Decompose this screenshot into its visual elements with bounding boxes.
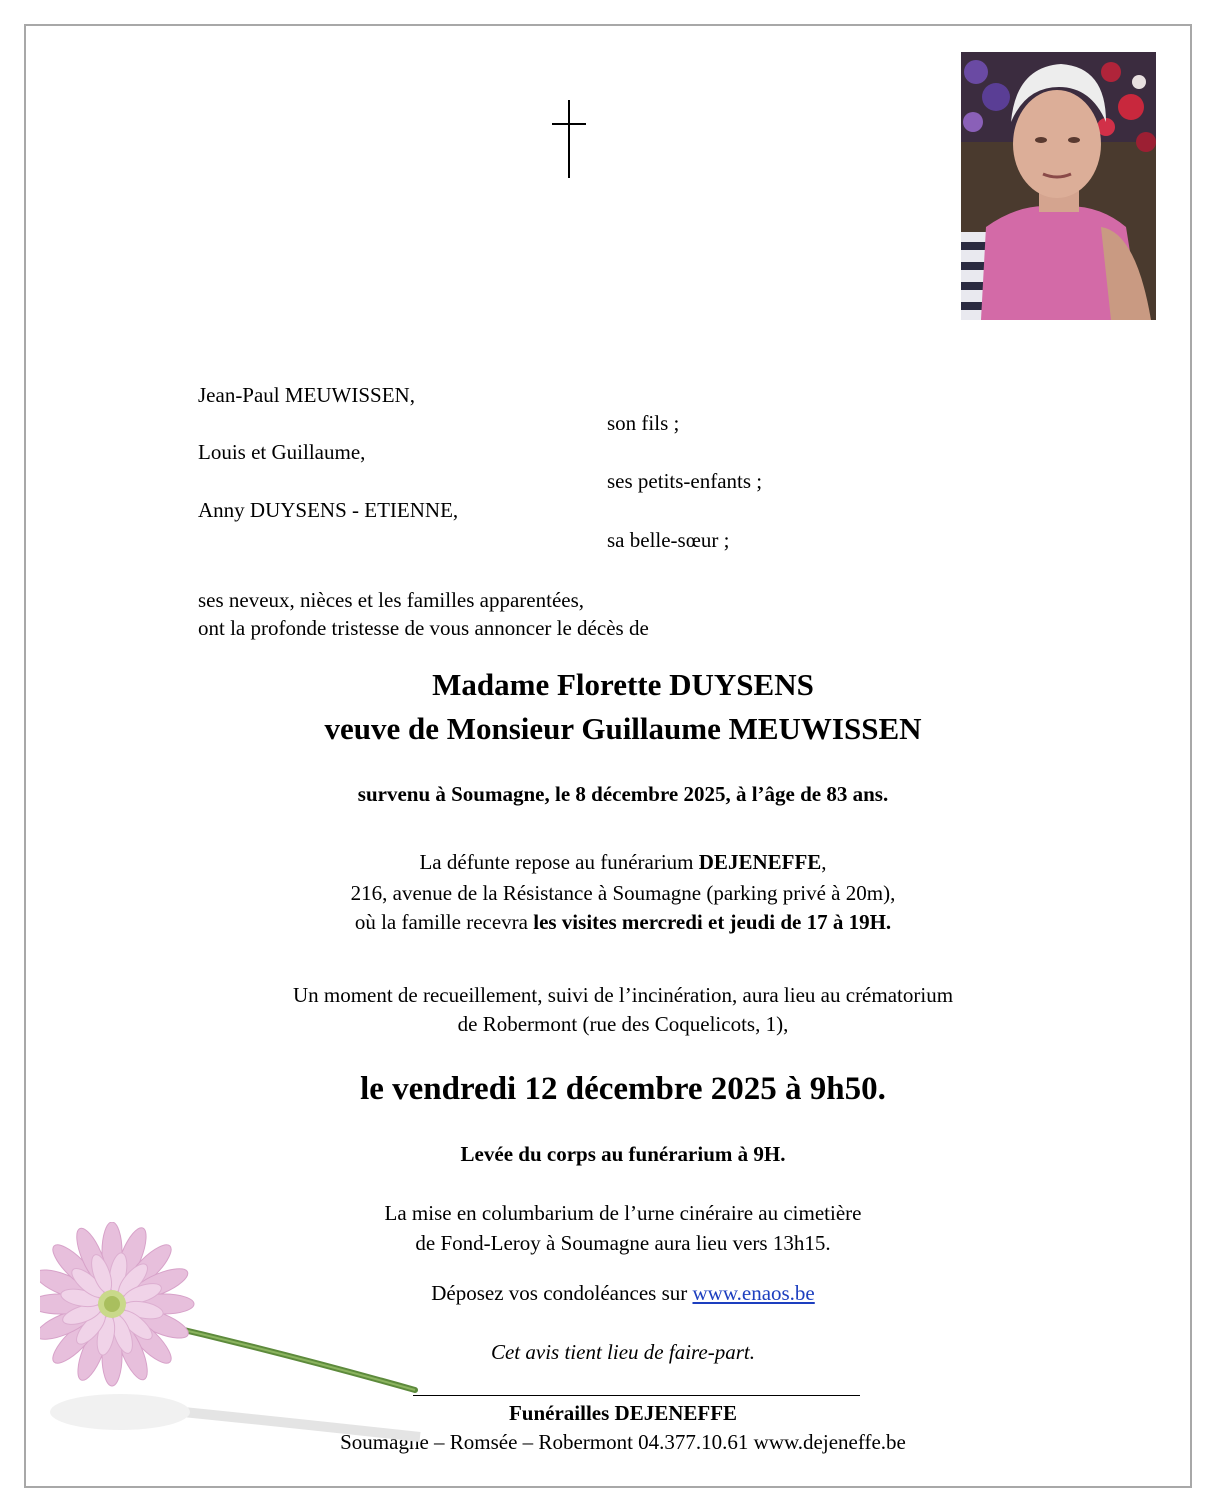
family-relation: ses petits-enfants ;: [607, 469, 763, 493]
cross-icon: [552, 100, 586, 178]
family-relation: sa belle-sœur ;: [607, 528, 730, 552]
footer-company: Funérailles DEJENEFFE: [508, 1401, 738, 1425]
note-line: Cet avis tient lieu de faire-part.: [490, 1340, 755, 1364]
intro-line-2: ont la profonde tristesse de vous annoncer le décès de: [198, 616, 649, 640]
intro-line-1: ses neveux, nièces et les familles apparentées,: [198, 588, 585, 612]
ceremony-line-2: de Robermont (rue des Coquelicots, 1),: [457, 1012, 789, 1036]
ceremony-date: le vendredi 12 décembre 2025 à 9h50.: [360, 1071, 886, 1107]
flower-image: [40, 1222, 430, 1452]
condolences-link[interactable]: www.enaos.be: [692, 1281, 815, 1305]
death-details: survenu à Soumagne, le 8 décembre 2025, à l’âge de 83 ans.: [357, 782, 889, 806]
condolences-line: Déposez vos condoléances sur www.enaos.be: [431, 1281, 815, 1305]
footer-divider: [413, 1395, 860, 1396]
funeral-home-name: DEJENEFFE: [698, 850, 822, 874]
deceased-spouse: veuve de Monsieur Guillaume MEUWISSEN: [324, 711, 922, 746]
family-member-name: Anny DUYSENS - ETIENNE,: [198, 498, 459, 522]
columbarium-line-1: La mise en columbarium de l’urne cinéraire au cimetière: [384, 1201, 862, 1225]
visitation-line-3: où la famille recevra les visites mercredi et jeudi de 17 à 19H.: [354, 910, 892, 934]
deceased-name: Madame Florette DUYSENS: [432, 667, 814, 702]
visitation-line-1: La défunte repose au funérarium DEJENEFFE,: [419, 850, 827, 874]
levee-du-corps: Levée du corps au funérarium à 9H.: [460, 1142, 786, 1166]
visiting-hours: les visites mercredi et jeudi de 17 à 19H.: [533, 910, 892, 934]
footer-contact: Soumagne – Romsée – Robermont 04.377.10.61 www.dejeneffe.be: [340, 1430, 906, 1454]
family-member-name: Jean-Paul MEUWISSEN,: [198, 383, 415, 407]
columbarium-line-2: de Fond-Leroy à Soumagne aura lieu vers 13h15.: [415, 1231, 831, 1255]
family-relation: son fils ;: [607, 411, 680, 435]
portrait-photo: [961, 52, 1156, 320]
ceremony-line-1: Un moment de recueillement, suivi de l’incinération, aura lieu au crématorium: [292, 983, 954, 1007]
visitation-line-2: 216, avenue de la Résistance à Soumagne (parking privé à 20m),: [350, 881, 896, 905]
family-member-name: Louis et Guillaume,: [198, 440, 366, 464]
